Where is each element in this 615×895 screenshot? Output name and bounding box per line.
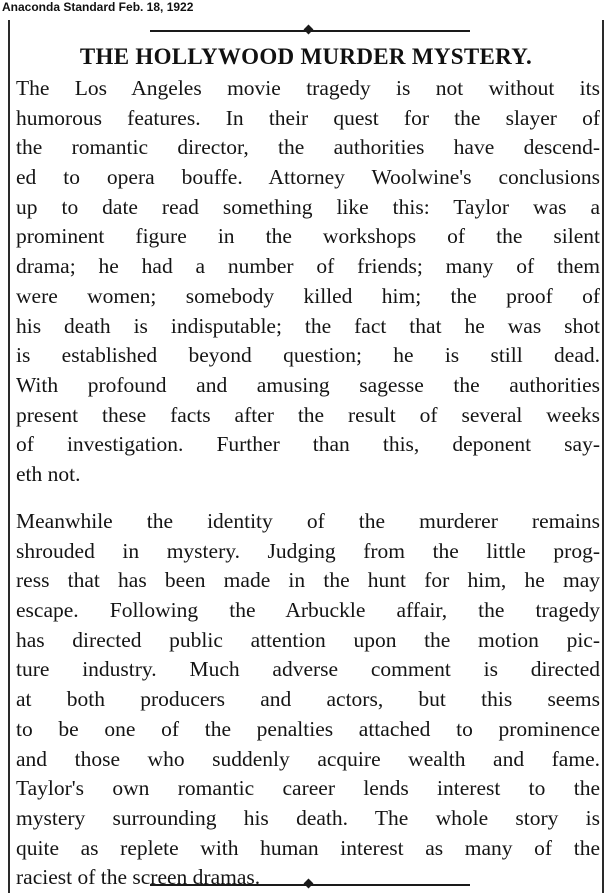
text-line: Meanwhile the identity of the murderer remains bbox=[16, 509, 600, 533]
text-line: humorous features. In their quest for the slayer of bbox=[16, 105, 600, 130]
text-line: quite as replete with human interest as many of the bbox=[16, 835, 600, 860]
top-ornament-rule bbox=[150, 26, 470, 36]
text-line: shrouded in mystery. Judging from the little prog- bbox=[16, 538, 600, 563]
top-diamond-ornament bbox=[304, 25, 314, 35]
text-line: has directed public attention upon the motion pic- bbox=[16, 627, 600, 652]
text-line: ture industry. Much adverse comment is directed bbox=[16, 657, 600, 682]
text-line: With profound and amusing sagesse the authorities bbox=[16, 372, 600, 397]
text-line: eth not. bbox=[16, 461, 81, 486]
text-line: drama; he had a number of friends; many of them bbox=[16, 254, 600, 279]
text-line: of investigation. Further than this, deponent say- bbox=[16, 432, 600, 457]
text-line: is established beyond question; he is still dead. bbox=[16, 343, 600, 368]
text-line: raciest of the screen dramas. bbox=[16, 865, 261, 890]
text-line: Taylor's own romantic career lends interest to the bbox=[16, 776, 600, 801]
bottom-ornament-rule bbox=[150, 880, 470, 890]
text-line: mystery surrounding his death. The whole story is bbox=[16, 805, 600, 830]
text-line: up to date read something like this: Taylor was a bbox=[16, 194, 600, 219]
article-paragraph-2 bbox=[16, 507, 600, 893]
text-line: prominent figure in the workshops of the silent bbox=[16, 224, 600, 249]
newspaper-clipping bbox=[8, 20, 604, 893]
text-line: escape. Following the Arbuckle affair, the tragedy bbox=[16, 598, 600, 623]
article-headline: THE HOLLYWOOD MURDER MYSTERY. bbox=[79, 44, 533, 69]
text-line: his death is indisputable; the fact that he was shot bbox=[16, 313, 600, 338]
article-paragraph-1 bbox=[16, 74, 600, 490]
text-line: at both producers and actors, but this seems bbox=[16, 687, 600, 712]
text-line: present these facts after the result of several weeks bbox=[16, 402, 600, 427]
bottom-diamond-ornament bbox=[304, 879, 314, 889]
text-line: The Los Angeles movie tragedy is not without its bbox=[16, 76, 600, 100]
text-line: and those who suddenly acquire wealth and fame. bbox=[16, 746, 600, 771]
text-line: ed to opera bouffe. Attorney Woolwine's conclusions bbox=[16, 165, 600, 190]
text-line: ress that has been made in the hunt for him, he may bbox=[16, 568, 600, 593]
source-caption: Anaconda Standard Feb. 18, 1922 bbox=[2, 0, 194, 14]
text-line: the romantic director, the authorities have descend- bbox=[16, 135, 600, 160]
text-line: were women; somebody killed him; the proof of bbox=[16, 283, 600, 308]
text-line: to be one of the penalties attached to prominence bbox=[16, 716, 600, 741]
